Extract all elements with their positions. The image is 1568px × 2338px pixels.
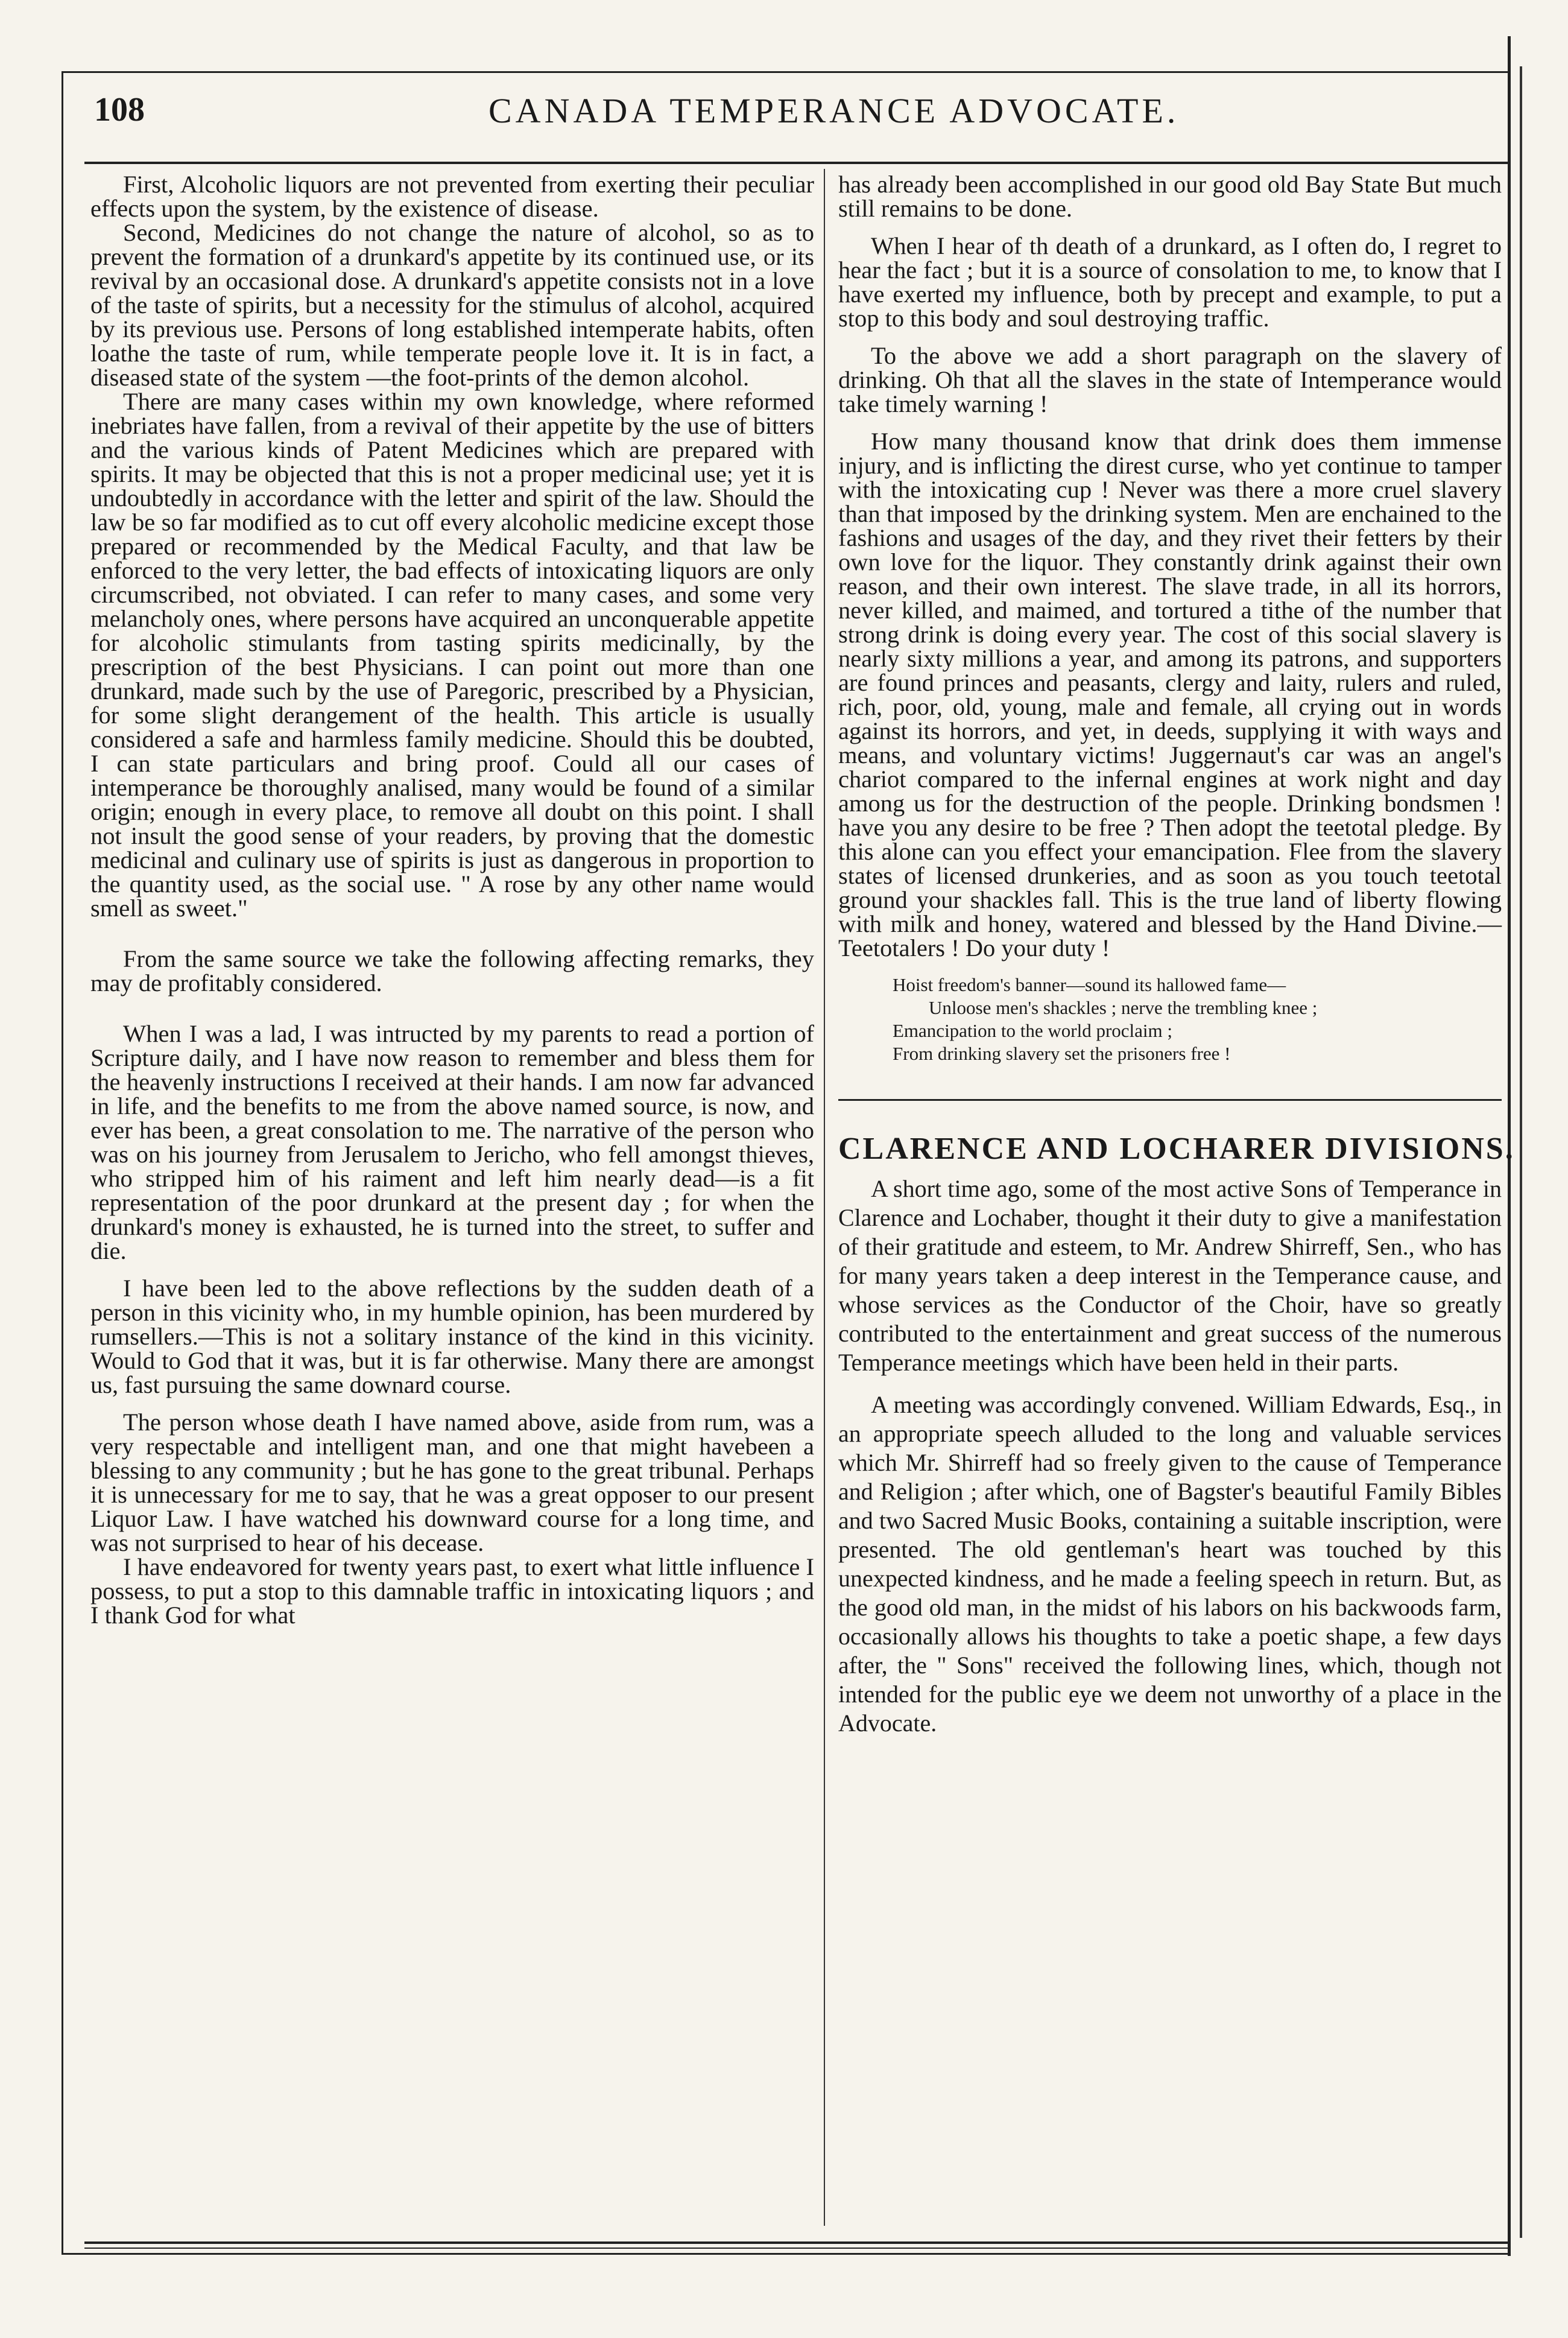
paragraph: I have endeavored for twenty years past, to exert what little influence I possess, to put a stop to this damnable traffic in intoxicating liquors ; and I thank God for what [90, 1553, 814, 1629]
paragraph: First, Alcoholic liquors are not prevented from exerting their peculiar effects upon the system, by the existence of disease. [90, 171, 814, 222]
section-divider [838, 1099, 1502, 1101]
right-column [838, 171, 1515, 1738]
editor-note: To the above we add a short paragraph on the slavery of drinking. Oh that all the slaves in the state of Intemperance would take timely warning ! [838, 342, 1502, 417]
bottom-rule-thin [84, 2248, 1508, 2249]
page-header [84, 90, 1496, 145]
poem-line: From drinking slavery set the prisoners free ! [893, 1043, 1231, 1064]
paragraph: A short time ago, some of the most active Sons of Temperance in Clarence and Lochaber, thought it their duty to give a manifestation of their gratitude and esteem, to Mr. Andrew Shirreff, Sen., who has for many years taken a deep interest in the Temperance cause, and whose services as the Conductor of the Choir, have so greatly contributed to the entertainment and great success of the numerous Temperance meetings which have been held in their parts. [838, 1175, 1502, 1376]
paragraph: The person whose death I have named above, aside from rum, was a very respectable and intelligent man, and one that might havebeen a blessing to any community ; but he has gone to the great tribunal. Perhaps it is unnecessary for me to say, that he was a great opposer to our present Liquor Law. I have watched his downward course for a long time, and was not surprised to hear of his decease. [90, 1408, 814, 1556]
paragraph: When I hear of th death of a drunkard, as I often do, I regret to hear the fact ; but it is a source of consolation to me, to know that I have exerted my influence, both by precept and example, to put a stop to this body and soul destroying traffic. [838, 232, 1502, 332]
binding-edge-line [1520, 66, 1522, 2238]
section-body [838, 1174, 1502, 1738]
poem-stanza [893, 974, 1502, 1065]
paragraph: I have been led to the above reflections by the sudden death of a person in this vicinity who, in my humble opinion, has been murdered by rumsellers.—This is not a solitary instance of the kind in this vicinity. Would to God that it was, but it is far otherwise. Many there are amongst us, fast pursuing the same downard course. [90, 1275, 814, 1398]
paragraph: When I was a lad, I was intructed by my parents to read a portion of Scripture daily, and I have now reason to remember and bless them for the heavenly instructions I received at their hands. I am now far advanced in life, and the benefits to me from the above named source, is now, and ever has been, a great consolation to me. The narrative of the person who was on his journey from Jerusalem to Jericho, who fell amongst thieves, who stripped him of his raiment and left him nearly dead—is a fit representation of the poor drunkard at the present day ; for when the drunkard's money is exhausted, he is turned into the street, to suffer and die. [90, 1020, 814, 1264]
poem-line: Hoist freedom's banner—sound its hallowed fame— [893, 974, 1286, 995]
slavery-paragraph: How many thousand know that drink does them immense injury, and is inflicting the direst curse, who yet continue to tamper with the intoxicating cup ! Never was there a more cruel slavery than that imposed by the drinking system. Men are enchained to the fashions and usages of the day, and they rivet their fetters by their own love for the liquor. They constantly drink against their own reason, and their own interest. The slave trade, in all its horrors, never killed, and maimed, and tortured a tithe of the number that strong drink is doing every year. The cost of this social slavery is nearly sixty millions a year, and among its patrons, and supporters are found princes and peasants, clergy and laity, rulers and ruled, rich, poor, old, young, male and female, all crying out in words against its horrors, and yet, in deeds, supplying it with ways and means, and voluntary victims! Juggernaut's car was an angel's chariot compared to the infernal engines at work night and day among us for the destruction of the people. Drinking bondsmen ! have you any desire to be free ? Then adopt the teetotal pledge. By this alone can you effect your emancipation. Flee from the slavery states of licensed drunkeries, and as soon as you touch teetotal ground your shackles fall. This is the true land of liberty flowing with milk and honey, watered and blessed by the Hand Divine.—Teetotalers ! Do your duty ! [838, 428, 1502, 961]
left-column [90, 173, 814, 1627]
bottom-rule [84, 2241, 1508, 2244]
intro-paragraph: From the same source we take the following affecting remarks, they may de profitably considered. [90, 945, 814, 996]
paragraph: Second, Medicines do not change the nature of alcohol, so as to prevent the formation of a drunkard's appetite by its continued use, or its revival by an occasional dose. A drunkard's appetite consists not in a love of the taste of spirits, but a necessity for the stimulus of alcohol, acquired by its previous use. Persons of long established intemperate habits, often loathe the taste of rum, while temperate people love it. It is in fact, a diseased state of the system —the foot-prints of the demon alcohol. [90, 219, 814, 391]
page-number: 108 [94, 91, 145, 128]
poem-line: Emancipation to the world proclaim ; [893, 1020, 1173, 1041]
section-title: CLARENCE AND LOCHARER DIVISIONS. [838, 1132, 1515, 1166]
masthead-title: CANADA TEMPERANCE ADVOCATE. [488, 91, 1180, 130]
paragraph: A meeting was accordingly convened. William Edwards, Esq., in an appropriate speech alluded to the long and valuable services which Mr. Shirreff had so freely given to the cause of Temperance and Religion ; after which, one of Bagster's beautiful Family Bibles and two Sacred Music Books, containing a suitable inscription, were presented. The old gentleman's heart was touched by this unexpected kindness, and he made a feeling speech in return. But, as the good old man, in the midst of his labors on his backwoods farm, occasionally allows his thoughts to take a poetic shape, a few days after, the " Sons" received the following lines, which, though not intended for the public eye we deem not unworthy of a place in the Advocate. [838, 1391, 1502, 1737]
poem-line: Unloose men's shackles ; nerve the trembling knee ; [929, 997, 1318, 1018]
paragraph: There are many cases within my own knowledge, where reformed inebriates have fallen, from a revival of their appetite by the use of bitters and the various kinds of Patent Medicines which are prepared with spirits. It may be objected that this is not a proper medicinal use; yet it is undoubtedly in accordance with the letter and spirit of the law. Should the law be so far modified as to cut off every alcoholic medicine except those prepared or recommended by the Medical Faculty, and that law be enforced to the very letter, the bad effects of intoxicating liquors are only circumscribed, not obviated. I can refer to many cases, and some very melancholy ones, where persons have acquired an unconquerable appetite for alcoholic stimulants from tasting spirits medicinally, by the prescription of the best Physicians. I can point out more than one drunkard, made such by the use of Paregoric, prescribed by a Physician, for some slight derangement of the health. This article is usually considered a safe and harmless family medicine. Should this be doubted, I can state particulars and bring proof. Could all our cases of intemperance be thoroughly analised, many would be found of a similar origin; enough in every place, to remove all doubt on this point. I shall not insult the good sense of your readers, by proving that the domestic medicinal and culinary use of spirits is just as dangerous in proportion to the quantity used, as the social use. " A rose by any other name would smell as sweet." [90, 388, 814, 922]
header-rule [84, 162, 1508, 164]
column-divider [824, 169, 825, 2226]
paragraph: has already been accomplished in our good old Bay State But much still remains to be done. [838, 171, 1502, 222]
